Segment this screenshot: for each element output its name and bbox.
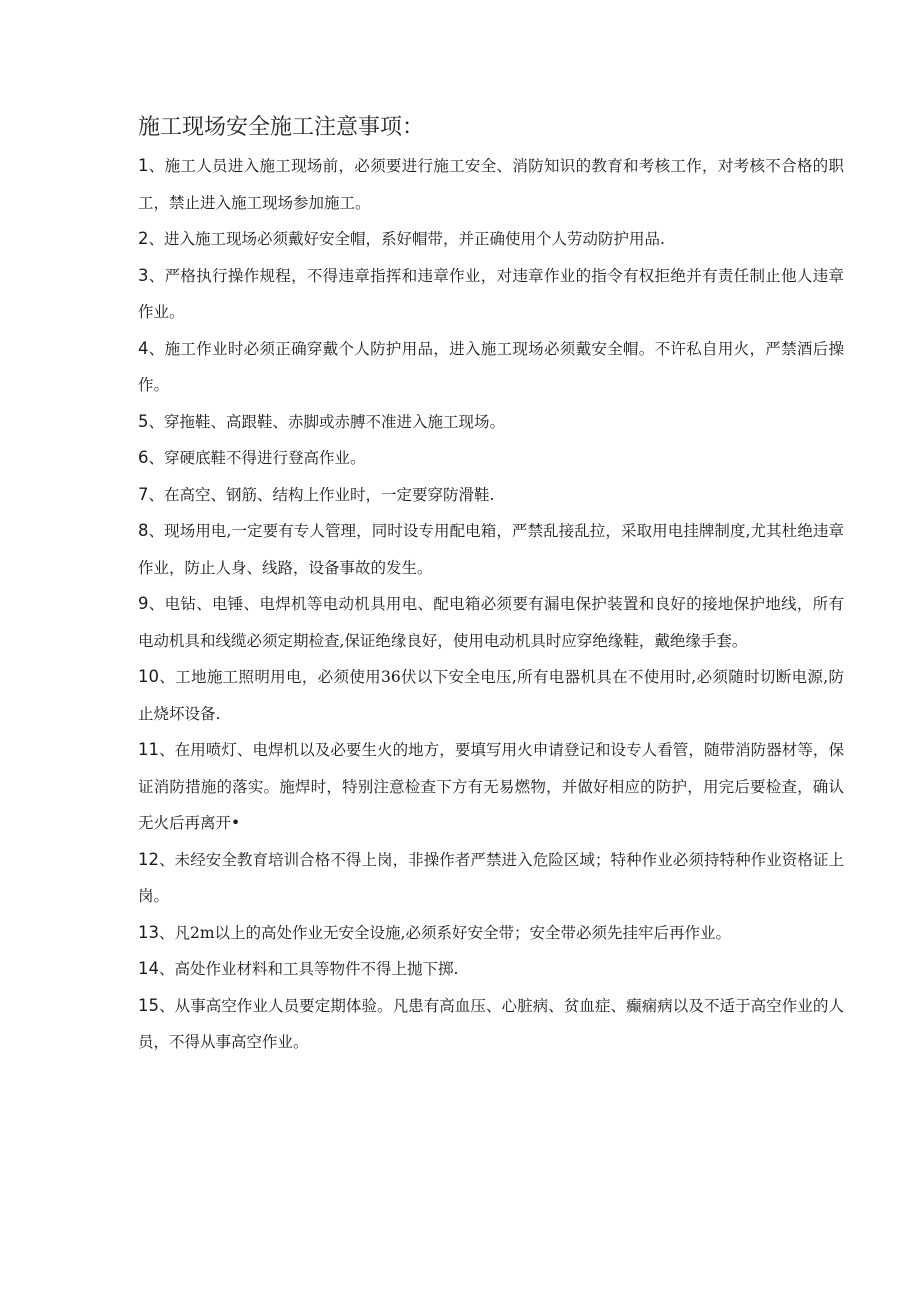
item-number: 13 xyxy=(138,922,159,942)
document-title: 施工现场安全施工注意事项： xyxy=(138,115,425,140)
list-item-13 xyxy=(138,915,844,952)
item-text: 、施工人员进入施工现场前，必须要进行施工安全、消防知识的教育和考核工作，对考核不合格的职工，禁止进入施工现场参加施工。 xyxy=(138,157,844,212)
list-item-12 xyxy=(138,842,844,915)
item-number: 14 xyxy=(138,959,159,978)
list-item-10 xyxy=(138,659,844,732)
item-number: 8 xyxy=(138,521,149,540)
item-number: 3 xyxy=(138,265,149,285)
item-number: 7 xyxy=(138,484,149,504)
item-number: 12 xyxy=(138,849,159,869)
list-item-14 xyxy=(138,951,844,988)
item-text: 、高处作业材料和工具等物件不得上抛下掷. xyxy=(159,960,459,978)
item-text: 、施工作业时必须正确穿戴个人防护用品，进入施工现场必须戴安全帽。不许私自用火，严禁酒后操作。 xyxy=(138,339,844,394)
list-item-7 xyxy=(138,477,844,514)
item-text: 、现场用电,一定要有专人管理，同时设专用配电箱，严禁乱接乱拉，采取用电挂牌制度,尤其杜绝违章作业，防止人身、线路，设备事故的发生。 xyxy=(138,522,844,577)
item-text: 、在高空、钢筋、结构上作业时，一定要穿防滑鞋. xyxy=(148,485,495,504)
item-text: 、严格执行操作规程，不得违章指挥和违章作业，对违章作业的指令有权拒绝并有责任制止他人违章作业。 xyxy=(138,266,844,321)
item-number: 9 xyxy=(138,594,149,613)
item-number: 10 xyxy=(138,667,159,686)
list-item-2 xyxy=(138,221,844,258)
item-text: 、电钻、电锤、电焊机等电动机具用电、配电箱必须要有漏电保护装置和良好的接地保护地线，所有电动机具和线缆必须定期检查,保证绝缘良好，使用电动机具时应穿绝缘鞋，戴绝缘手套。 xyxy=(138,595,844,650)
item-number: 4 xyxy=(138,338,149,358)
list-item-5 xyxy=(138,404,844,441)
item-text: 、进入施工现场必须戴好安全帽，系好帽带，并正确使用个人劳动防护用品. xyxy=(148,230,665,248)
list-item-11 xyxy=(138,732,844,842)
list-item-15 xyxy=(138,988,844,1061)
item-text: 、穿硬底鞋不得进行登高作业。 xyxy=(148,449,366,467)
list-item-6 xyxy=(138,440,844,477)
item-number: 5 xyxy=(138,411,149,431)
item-text: 、在用喷灯、电焊机以及必要生火的地方，要填写用火申请登记和设专人看管，随带消防器材等，保证消防措施的落实。施焊时，特别注意检查下方有无易燃物，并做好相应的防护，用完后要检查，确认无火后再离开• xyxy=(138,741,844,832)
item-number: 11 xyxy=(138,740,159,759)
item-text: 、凡2m以上的高处作业无安全设施,必须系好安全带；安全带必须先挂牢后再作业。 xyxy=(159,923,731,942)
item-number: 6 xyxy=(138,448,149,467)
item-text: 、从事高空作业人员要定期体验。凡患有高血压、心脏病、贫血症、癫痫病以及不适于高空作业的人员，不得从事高空作业。 xyxy=(138,996,844,1051)
document-body xyxy=(138,112,844,1061)
item-number: 15 xyxy=(138,995,159,1015)
list-item-3 xyxy=(138,258,844,331)
item-number: 1 xyxy=(138,156,149,175)
list-item-1 xyxy=(138,148,844,221)
item-text: 、工地施工照明用电，必须使用36伏以下安全电压,所有电器机具在不使用时,必须随时切断电源,防止烧坏设备. xyxy=(138,668,844,723)
item-text: 、穿拖鞋、高跟鞋、赤脚或赤膊不准进入施工现场。 xyxy=(148,412,506,431)
list-item-4 xyxy=(138,331,844,404)
item-text: 、未经安全教育培训合格不得上岗，非操作者严禁进入危险区域；特种作业必须持特种作业资格证上岗。 xyxy=(138,850,844,905)
list-item-8 xyxy=(138,513,844,586)
list-item-9 xyxy=(138,586,844,659)
item-number: 2 xyxy=(138,229,149,248)
